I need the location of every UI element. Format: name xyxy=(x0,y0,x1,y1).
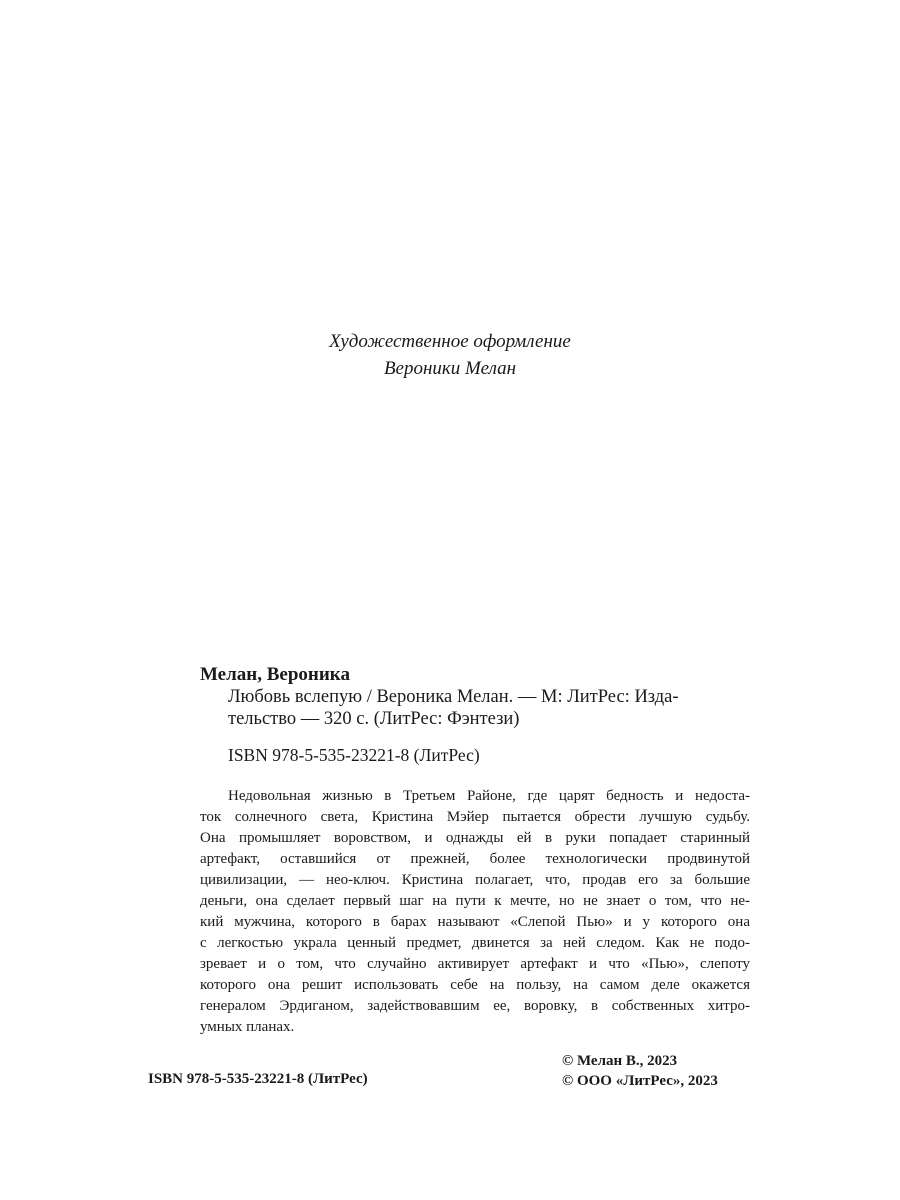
annotation-line: Недовольная жизнью в Третьем Районе, где царят бедность и недоста- xyxy=(228,788,750,804)
footer-isbn: ISBN 978-5-535-23221-8 (ЛитРес) xyxy=(148,1071,368,1087)
annotation-line: генералом Эрдиганом, задействовавшим ее, воровку, в собственных хитро- xyxy=(200,998,750,1014)
bibliographic-record xyxy=(200,664,750,1038)
title-line-1: Любовь вслепую / Вероника Мелан. — М: ЛитРес: Изда- xyxy=(228,687,679,707)
annotation-line: Она промышляет воровством, и однажды ей в руки попадает старинный xyxy=(200,830,750,846)
annotation xyxy=(200,786,750,1038)
annotation-line: цивилизации, — нео-ключ. Кристина полагает, что, продав его за большие xyxy=(200,872,750,888)
annotation-line: зревает и о том, что случайно активирует артефакт и что «Пью», слепоту xyxy=(200,956,750,972)
annotation-line: артефакт, оставшийся от прежней, более технологически продвинутой xyxy=(200,851,750,867)
copyright-block xyxy=(562,1051,718,1091)
copyright-publisher: © ООО «ЛитРес», 2023 xyxy=(562,1073,718,1089)
annotation-line: которого она решит использовать себе на пользу, на самом деле окажется xyxy=(200,977,750,993)
annotation-line: кий мужчина, которого в барах называют «Слепой Пью» и у которого она xyxy=(200,914,750,930)
title-line-2: тельство — 320 с. (ЛитРес: Фэнтези) xyxy=(228,709,520,729)
annotation-line: ток солнечного света, Кристина Мэйер пытается обрести лучшую судьбу. xyxy=(200,809,750,825)
isbn-line: ISBN 978-5-535-23221-8 (ЛитРес) xyxy=(228,745,480,765)
author-heading: Мелан, Вероника xyxy=(200,664,350,685)
annotation-line: с легкостью украла ценный предмет, двинется за ней следом. Как не подо- xyxy=(200,935,750,951)
annotation-line: деньги, она сделает первый шаг на пути к мечте, но не знает о том, что не- xyxy=(200,893,750,909)
design-credit-line-2: Вероники Мелан xyxy=(383,358,517,379)
design-credit-line-1: Художественное оформление xyxy=(329,331,571,352)
design-credit xyxy=(0,328,900,382)
annotation-line: умных планах. xyxy=(200,1019,295,1035)
copyright-author: © Мелан В., 2023 xyxy=(562,1053,678,1069)
